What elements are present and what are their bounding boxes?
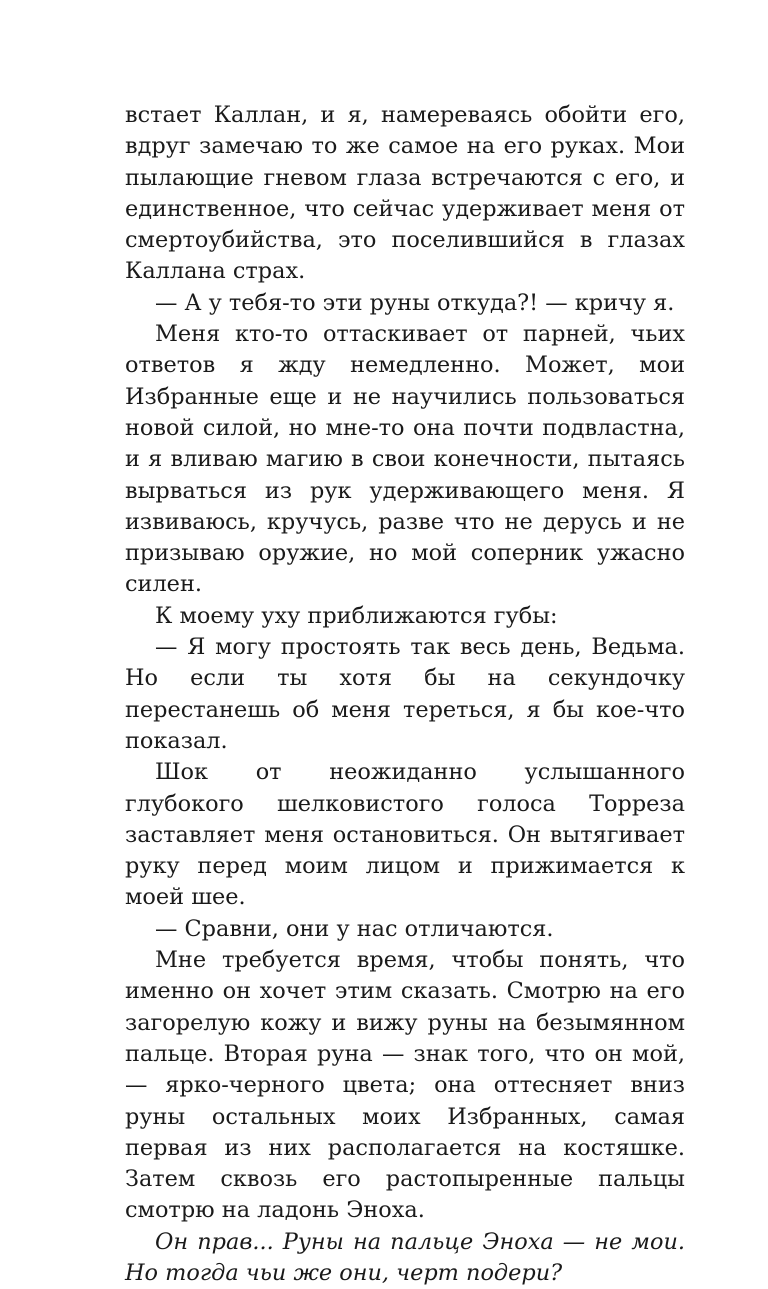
paragraph-5: — Я могу простоять так весь день, Ведьма. Но если ты хотя бы на секундочку перестанешь об меня тереться, я бы кое-что показал. — [125, 634, 685, 754]
page-text — [125, 100, 685, 1289]
paragraph-2: — А у тебя-то эти руны откуда?! — кричу я. — [155, 289, 675, 316]
paragraph-8: Мне требуется время, чтобы понять, что именно он хочет этим сказать. Смотрю на его загорелую кожу и вижу руны на безымянном пальце. Вторая руна — знак того, что он мой, — ярко-черного цвета; она оттесняет вниз руны остальных моих Избранных, самая первая из них располагается на костяшке. Затем сквозь его растопыренные пальцы смотрю на ладонь Эноха. — [125, 947, 685, 1224]
paragraph-6: Шок от неожиданно услышанного глубокого шелковистого голоса Торреза заставляет меня остановиться. Он вытягивает руку перед моим лицом и прижимается к моей шее. — [125, 759, 685, 911]
paragraph-9-italic: Он прав... Руны на пальце Эноха — не мои. Но тогда чьи же они, черт подери? — [125, 1228, 685, 1286]
paragraph-4: К моему уху приближаются губы: — [155, 602, 558, 629]
paragraph-7: — Сравни, они у нас отличаются. — [155, 915, 554, 942]
paragraph-1: встает Каллан, и я, намереваясь обойти его, вдруг замечаю то же самое на его руках. Мои пылающие гневом глаза встречаются с его, и единственное, что сейчас удерживает меня от смертоубийства, это поселившийся в глазах Каллана страх. — [125, 102, 685, 285]
paragraph-3: Меня кто-то оттаскивает от парней, чьих ответов я жду немедленно. Может, мои Избранные еще и не научились пользоваться новой силой, но мне-то она почти подвластна, и я вливаю магию в свои конечности, пытаясь вырваться из рук удерживающего меня. Я извиваюсь, кручусь, разве что не дерусь и не призываю оружие, но мой соперник ужасно силен. — [125, 321, 685, 598]
